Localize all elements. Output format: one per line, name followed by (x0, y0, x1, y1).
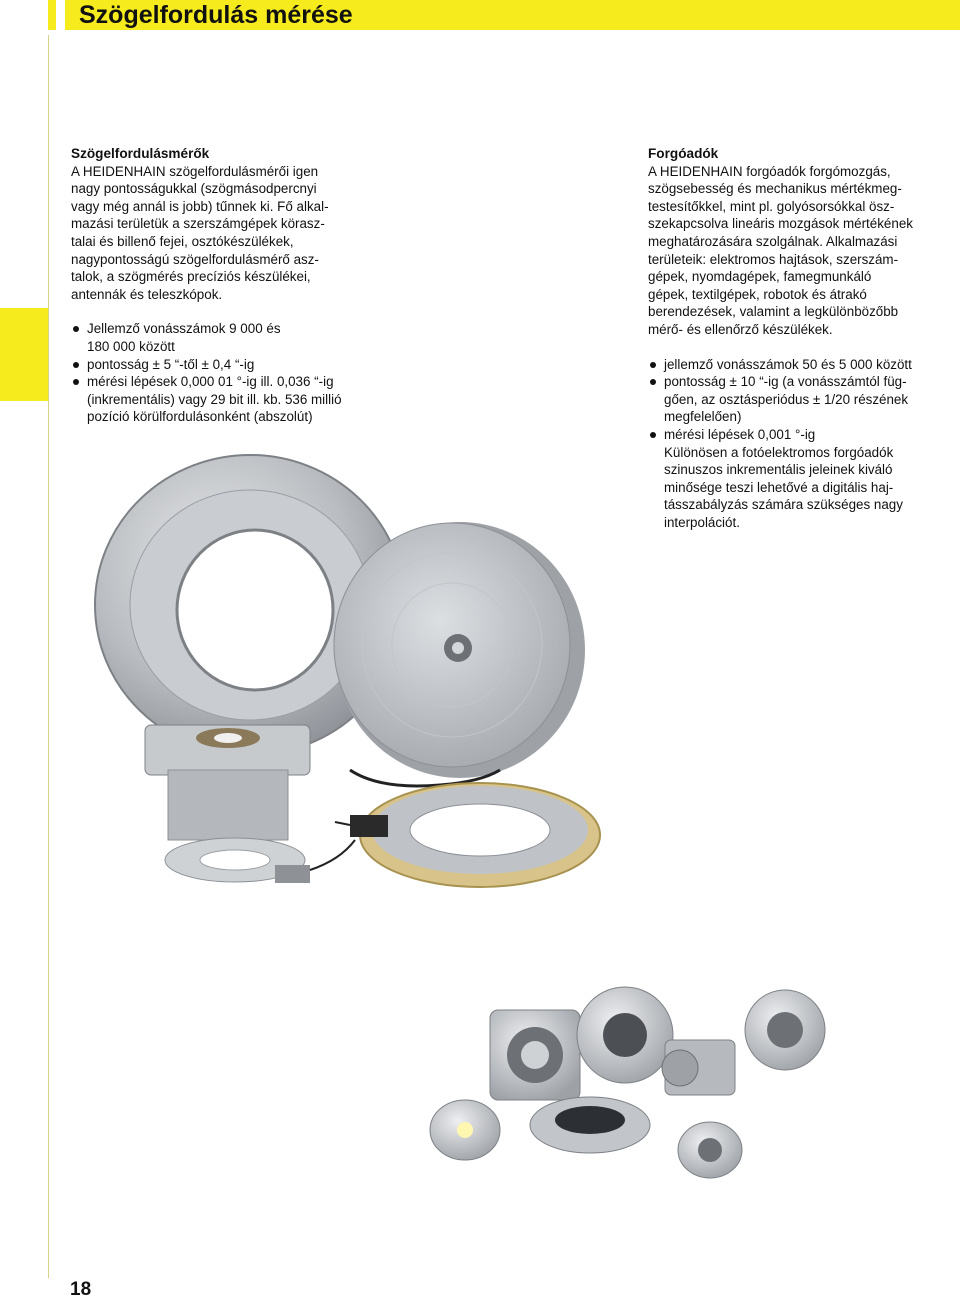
angle-encoders-photo (80, 440, 640, 900)
section-heading: Szögelfordulásmérők (71, 146, 210, 161)
bullet-icon (73, 362, 79, 368)
side-tab-marker (0, 308, 48, 401)
section-paragraph: A HEIDENHAIN szögelfordulásmérői igen nagy pontosságukkal (szögmásodpercnyi vagy még annál is jobb) tűnnek ki. Fő alkal- mazási területük a szerszámgépek körasz- talai és billenő fejei, osztókészülékek, nagypontosságú szögelfordulásmérő asz- talok, a szögmérés precíziós készülékei, antennák és teleszkópok. (71, 163, 329, 302)
bullet-icon (73, 379, 79, 385)
list-item: Jellemző vonásszámok 9 000 és 180 000 között (71, 320, 371, 355)
title-accent-bar (48, 0, 56, 30)
list-item: pontosság ± 10 “-ig (a vonásszámtól füg- gően, az osztásperiódus ± 1/20 részének megfelelően) (648, 373, 928, 426)
bullet-icon (650, 432, 656, 438)
section-paragraph: A HEIDENHAIN forgóadók forgómozgás, szögsebesség és mechanikus mértékmeg- testesítőkkel, mint pl. golyósorsókkal ösz- szekapcsolva lineáris mozgások mértékének meghatározására szolgálnak. Alkalmazási területeik: elektromos hajtások, szerszám- gépek, nyomdagépek, famegmunkáló gépek, textilgépek, robotok és átrakó berendezések, valamint a legkülönbözőbb mérő- és ellenőrző készülékek. (648, 163, 913, 337)
feature-list (71, 320, 371, 426)
bullet-icon (73, 326, 79, 332)
section-heading: Forgóadók (648, 146, 719, 161)
list-item: jellemző vonásszámok 50 és 5 000 között (648, 356, 928, 374)
rotary-encoders-section (648, 145, 928, 531)
page-number: 18 (70, 1279, 92, 1300)
closing-paragraph: Különösen a fotóelektromos forgóadók szinuszos inkrementális jeleinek kiváló minősége teszi lehetővé a digitális haj- tásszabályzás számára szükséges nagy interpolációt. (664, 444, 903, 530)
bullet-icon (650, 379, 656, 385)
margin-rule (48, 35, 49, 1278)
list-item: mérési lépések 0,001 °-ig (648, 426, 928, 444)
page-title: Szögelfordulás mérése (79, 1, 353, 29)
angle-encoders-section (71, 145, 371, 426)
bullet-icon (650, 362, 656, 368)
list-item: pontosság ± 5 “-től ± 0,4 “-ig (71, 356, 371, 374)
feature-list (648, 356, 928, 444)
rotary-encoders-photo (420, 960, 870, 1190)
list-item: mérési lépések 0,000 01 °-ig ill. 0,036 “-ig (inkrementális) vagy 29 bit ill. kb. 536 millió pozíció körülfordulásonként (abszolút) (71, 373, 371, 426)
